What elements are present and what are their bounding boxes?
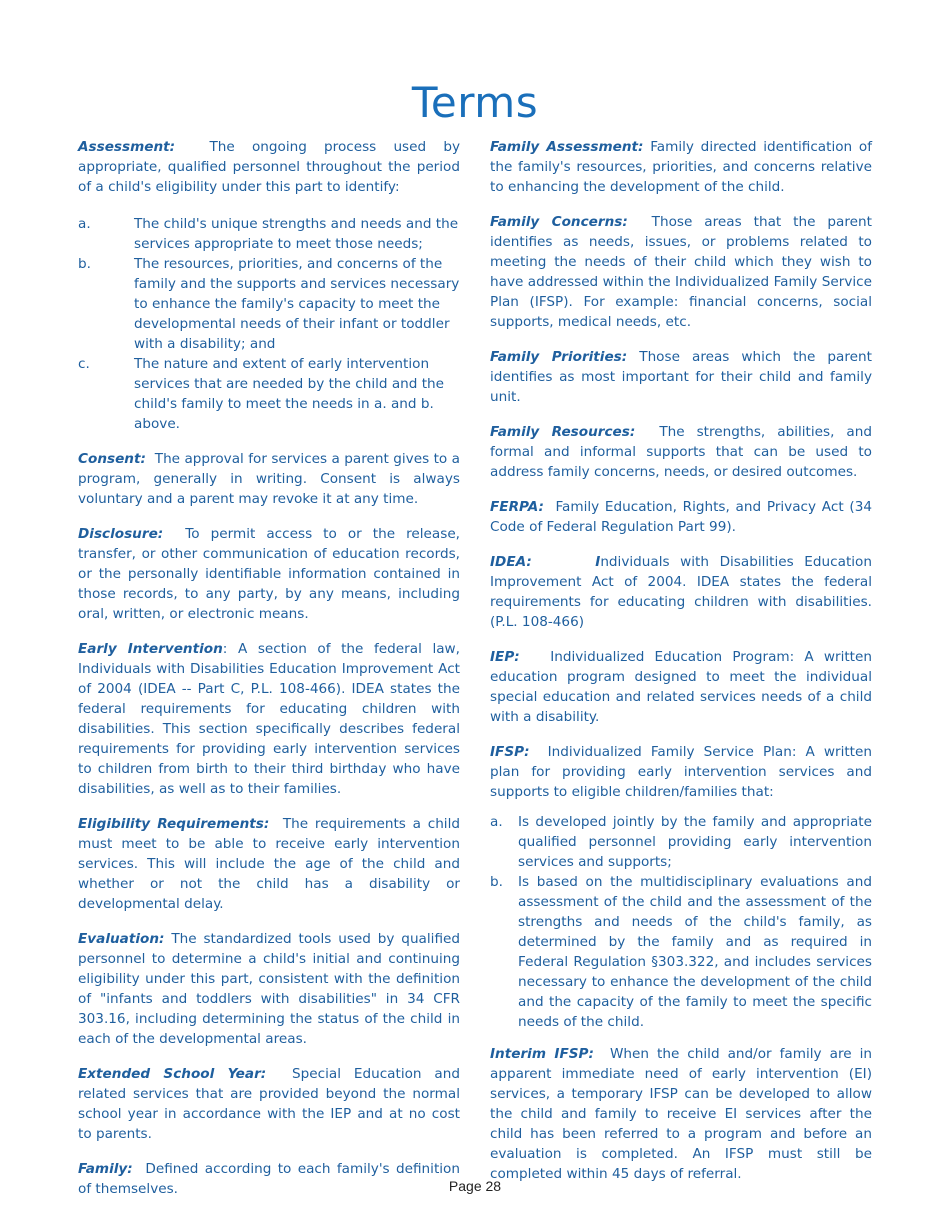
- definition-family-concerns: Those areas that the parent identifies as needs, issues, or problems related to meeting the needs of their child which they wish to have addressed within the Individualized Family Service Plan (IFSP). For example: financial concerns, social supports, medical needs, etc.: [490, 214, 872, 330]
- entry-assessment: [78, 137, 460, 197]
- left-column: [78, 137, 460, 1214]
- list-marker: b.: [490, 874, 503, 890]
- entry-early-intervention: [78, 639, 460, 799]
- term-interim-ifsp: Interim IFSP:: [490, 1046, 594, 1062]
- list-item: [78, 214, 460, 254]
- definition-idea: ndividuals with Disabilities Education Improvement Act of 2004. IDEA states the federal requirements for educating children with disabilities. (P.L. 108-466): [490, 554, 872, 630]
- term-assessment: Assessment:: [78, 139, 176, 155]
- definition-ferpa: Family Education, Rights, and Privacy Act (34 Code of Federal Regulation Part 99).: [490, 499, 872, 535]
- right-column: [490, 137, 872, 1199]
- term-disclosure: Disclosure:: [78, 526, 164, 542]
- list-item: [78, 354, 460, 434]
- assessment-list: [78, 214, 460, 434]
- term-consent: Consent:: [78, 451, 146, 467]
- list-text: The nature and extent of early intervention services that are needed by the child and the child's family to meet the needs in a. and b. above.: [134, 356, 445, 432]
- list-marker: a.: [490, 814, 503, 830]
- definition-extended-school-year: Special Education and related services that are provided beyond the normal school year in accordance with the IEP and at no cost to parents.: [78, 1066, 460, 1142]
- list-text: Is developed jointly by the family and appropriate qualified personnel providing early intervention services and supports;: [518, 814, 872, 870]
- term-family-resources: Family Resources:: [490, 424, 636, 440]
- term-ferpa: FERPA:: [490, 499, 544, 515]
- entry-disclosure: [78, 524, 460, 624]
- term-evaluation: Evaluation:: [78, 931, 165, 947]
- definition-family: Defined according to each family's definition of themselves.: [78, 1161, 460, 1197]
- term-early-intervention: Early Intervention: [78, 641, 223, 657]
- term-eligibility: Eligibility Requirements: [78, 816, 264, 832]
- definition-iep: Individualized Education Program: A written education program designed to meet the individual special education and related services needs of a child with a disability.: [490, 649, 872, 725]
- definition-consent: The approval for services a parent gives to a program, generally in writing. Consent is always voluntary and a parent may revoke it at any time.: [78, 451, 460, 507]
- term-iep: IEP:: [490, 649, 520, 665]
- list-marker: b.: [78, 256, 91, 272]
- entry-family-priorities: [490, 347, 872, 407]
- term-idea-initial: I: [595, 554, 601, 570]
- definition-family-resources: The strengths, abilities, and formal and informal supports that can be used to address family concerns, needs, or desired outcomes.: [490, 424, 872, 480]
- definition-disclosure: To permit access to or the release, transfer, or other communication of education records, or the personally identifiable information contained in those records, to any party, by any means, including oral, written, or electronic means.: [78, 526, 460, 622]
- ifsp-list: [490, 812, 872, 1032]
- entry-extended-school-year: [78, 1064, 460, 1144]
- page-title: Terms: [411, 78, 539, 127]
- definition-assessment: The ongoing process used by appropriate, qualified personnel throughout the period of a child's eligibility under this part to identify:: [78, 139, 460, 195]
- definition-early-intervention: : A section of the federal law, Individuals with Disabilities Education Improvement Act of 2004 (IDEA -- Part C, P.L. 108-466). IDEA states the federal requirements for educating children with disabilities. This section specifically describes federal requirements for providing early intervention services to children from birth to their third birthday who have disabilities, as well as to their families.: [78, 641, 460, 797]
- definition-ifsp: Individualized Family Service Plan: A written plan for providing early intervention services and supports to eligible children/families that:: [490, 744, 872, 800]
- term-family-concerns: Family Concerns:: [490, 214, 628, 230]
- definition-family-priorities: Those areas which the parent identifies as most important for their child and family unit.: [490, 349, 872, 405]
- entry-consent: [78, 449, 460, 509]
- definition-interim-ifsp: When the child and/or family are in apparent immediate need of early intervention (EI) services, a temporary IFSP can be developed to allow the child and family to receive EI services after the child has been referred to a program and before an evaluation is completed. An IFSP must still be completed within 45 days of referral.: [490, 1046, 872, 1182]
- term-family-priorities: Family Priorities:: [490, 349, 628, 365]
- entry-eligibility: [78, 814, 460, 914]
- list-item: [490, 812, 872, 872]
- entry-ferpa: [490, 497, 872, 537]
- term-idea: IDEA:: [490, 554, 532, 570]
- term-family-assessment: Family Assessment:: [490, 139, 644, 155]
- term-eligibility-colon: :: [263, 816, 270, 832]
- list-text: The child's unique strengths and needs and the services appropriate to meet those needs;: [134, 216, 459, 252]
- page-number: Page 28: [448, 1178, 502, 1194]
- list-item: [78, 254, 460, 354]
- list-text: The resources, priorities, and concerns of the family and the supports and services necessary to enhance the family's capacity to meet the developmental needs of their infant or toddler with a disability; and: [134, 256, 460, 352]
- entry-ifsp: [490, 742, 872, 802]
- entry-family-concerns: [490, 212, 872, 332]
- term-family: Family:: [78, 1161, 133, 1177]
- term-ifsp: IFSP:: [490, 744, 530, 760]
- definition-evaluation: The standardized tools used by qualified personnel to determine a child's initial and continuing eligibility under this part, consistent with the definition of "infants and toddlers with disabilities" in 34 CFR 303.16, including determining the status of the child in each of the developmental areas.: [78, 931, 460, 1047]
- list-item: [490, 872, 872, 1032]
- list-marker: c.: [78, 356, 90, 372]
- entry-family-assessment: [490, 137, 872, 197]
- term-extended-school-year: Extended School Year:: [78, 1066, 267, 1082]
- entry-family-resources: [490, 422, 872, 482]
- list-marker: a.: [78, 216, 91, 232]
- list-text: Is based on the multidisciplinary evaluations and assessment of the child and the assessment of the strengths and needs of the child's family, as determined by the family and as required in Federal Regulation §303.322, and includes services necessary to enhance the development of the child and the capacity of the family to meet the specific needs of the child.: [518, 874, 872, 1030]
- definition-eligibility: The requirements a child must meet to be able to receive early intervention services. This will include the age of the child and whether or not the child has a disability or developmental delay.: [78, 816, 460, 912]
- entry-iep: [490, 647, 872, 727]
- entry-interim-ifsp: [490, 1044, 872, 1184]
- definition-family-assessment: Family directed identification of the family's resources, priorities, and concerns relative to enhancing the development of the child.: [490, 139, 872, 195]
- entry-idea: [490, 552, 872, 632]
- entry-evaluation: [78, 929, 460, 1049]
